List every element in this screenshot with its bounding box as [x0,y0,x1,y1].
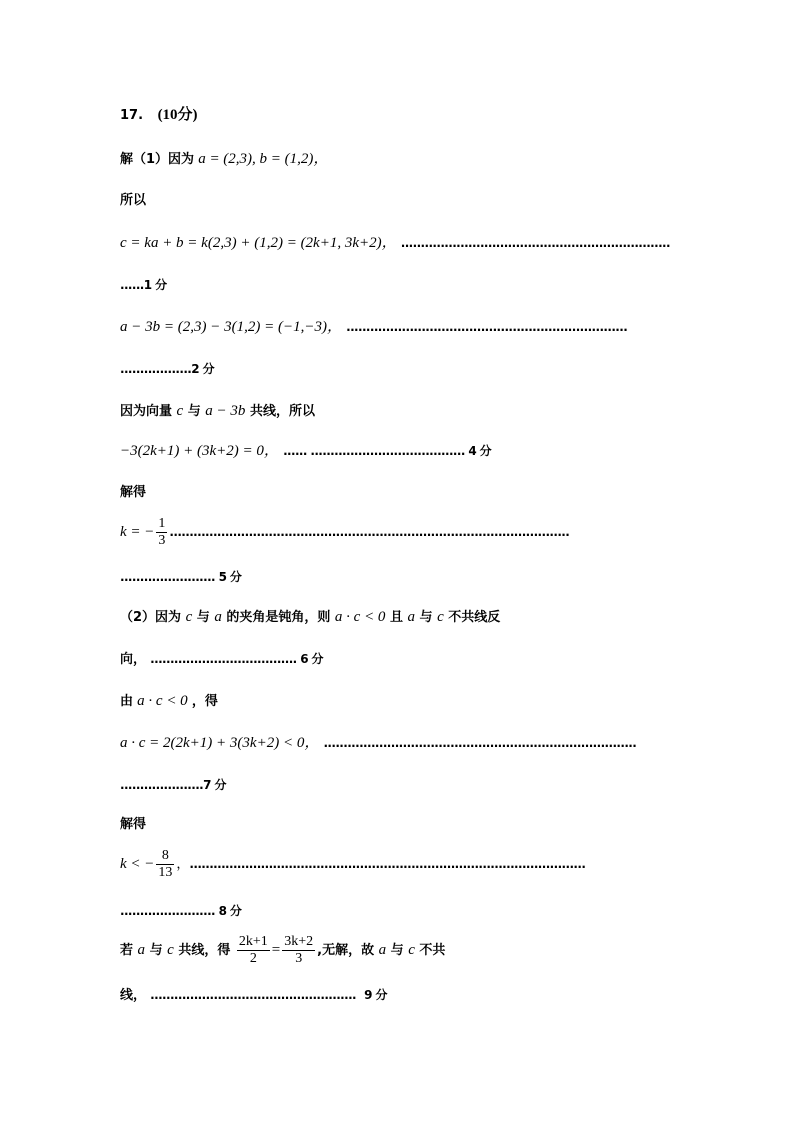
part1-equation-dots-score: ...... ....................................... 4 分 [283,444,492,458]
part1-collinear-statement [120,400,315,423]
part1-k-denominator: 3 [158,533,166,548]
part1-given [120,148,328,171]
final-line-score: 9 分 [364,988,387,1002]
part2-dot-expression: a · c = 2(2k+1) + 3(3k+2) < 0， [120,735,320,751]
part2-k-comma: ， [176,857,190,872]
part2-cond-c2: c [437,609,444,625]
part2-cond-inequality: a · c < 0 [334,609,386,625]
part1-a3b-dots: ....................................................................... [346,320,628,334]
part2-cond-a2: a [407,609,416,625]
part1-intro-label: 解（1）因为 [120,152,195,167]
if-fraction-2-numerator: 3k+2 [284,934,314,949]
if-fraction-1-numerator: 2k+1 [238,934,268,949]
part2-cond-mid2: 的夹角是钝角，则 [226,610,331,625]
part2-cond-cont-text: 向， [120,652,147,667]
part1-k-dots: ..................................................................................................... [169,525,570,539]
problem-number: 17. [120,108,144,123]
collinear-pre: 因为向量 [120,404,173,419]
if-collinear: 共线，得 [178,943,231,958]
collinear-vector-a3b: a − 3b [205,403,246,419]
part2-from-inequality: a · c < 0 [137,693,188,709]
part2-collinear-check [120,934,445,967]
part2-final-line [120,984,387,1007]
part1-equation: −3(2k+1) + (3k+2) = 0， [120,443,279,459]
part2-k-fraction [156,848,174,881]
part2-cond-pre: （2）因为 [120,610,182,625]
problem-header [120,104,198,127]
if-fraction-1 [237,934,270,967]
part2-k-score: ........................ 8 分 [120,904,242,918]
part1-so: 所以 [120,193,147,208]
part1-a3b-expression: a − 3b = (2,3) − 3(1,2) = (−1,−3)， [120,319,342,335]
part1-c-score: ......1 分 [120,278,167,292]
part1-k-numerator: 1 [158,516,166,531]
if-vector-a: a [137,942,146,958]
if-fraction-2-denominator: 3 [295,951,303,966]
problem-points: (10分) [157,107,198,123]
collinear-vector-c: c [176,403,184,419]
part2-dot-score: .....................7 分 [120,778,226,792]
final-line-pre: 线， [120,988,147,1003]
part2-condition-cont [120,648,323,671]
part2-from-line [120,690,218,713]
if-no-solution: ,无解，故 [317,943,375,958]
if-equals: = [271,942,281,958]
part2-from-pre: 由 [120,694,134,709]
part1-a3b-line [120,316,627,339]
part2-cond-mid4: 与 [419,610,433,625]
part2-cond-mid1: 与 [196,610,210,625]
part1-a3b-score: ..................2 分 [120,362,214,376]
part2-cond-mid3: 且 [389,610,403,625]
part2-cond-c: c [185,609,193,625]
part1-k-result [120,516,569,549]
part2-dot-dots: ............................................................................... [323,736,637,750]
part2-k-dots: .................................................................................................... [189,857,586,871]
part1-solve-label: 解得 [120,485,147,500]
part1-k-fraction [156,516,167,549]
if-pre: 若 [120,943,134,958]
part1-equation-line [120,440,491,463]
if-fraction-1-denominator: 2 [249,951,257,966]
part1-c-dots: .................................................................... [400,236,670,250]
if-vector-c2: c [408,942,415,958]
if-fraction-2 [282,934,315,967]
if-vector-a2: a [378,942,387,958]
part2-cond-a: a [214,609,222,625]
part1-k-lhs: k = − [120,524,155,540]
part2-k-result [120,848,585,881]
if-mid: 与 [149,943,163,958]
if-post: 不共 [419,943,446,958]
part1-given-vectors: a = (2,3), b = (1,2)， [198,151,329,167]
part2-solve-label: 解得 [120,817,147,832]
part1-c-line [120,232,670,255]
part2-from-post: ，得 [191,694,218,709]
final-line-dots: .................................................... [150,988,357,1002]
part2-dot-product-line [120,732,636,755]
part2-k-denominator: 13 [158,865,173,880]
part2-k-lhs: k < − [120,856,155,872]
part2-cond-dots-score: ..................................... 6 分 [150,652,323,666]
if-mid2: 与 [390,943,404,958]
part1-k-score: ........................ 5 分 [120,570,242,584]
part2-cond-post: 不共线反 [448,610,501,625]
part2-condition [120,606,500,629]
part2-k-numerator: 8 [156,848,174,865]
if-vector-c: c [167,942,174,958]
collinear-mid: 与 [187,404,201,419]
part1-c-expression: c = ka + b = k(2,3) + (1,2) = (2k+1, 3k+2)， [120,235,397,251]
collinear-post: 共线，所以 [249,404,315,419]
